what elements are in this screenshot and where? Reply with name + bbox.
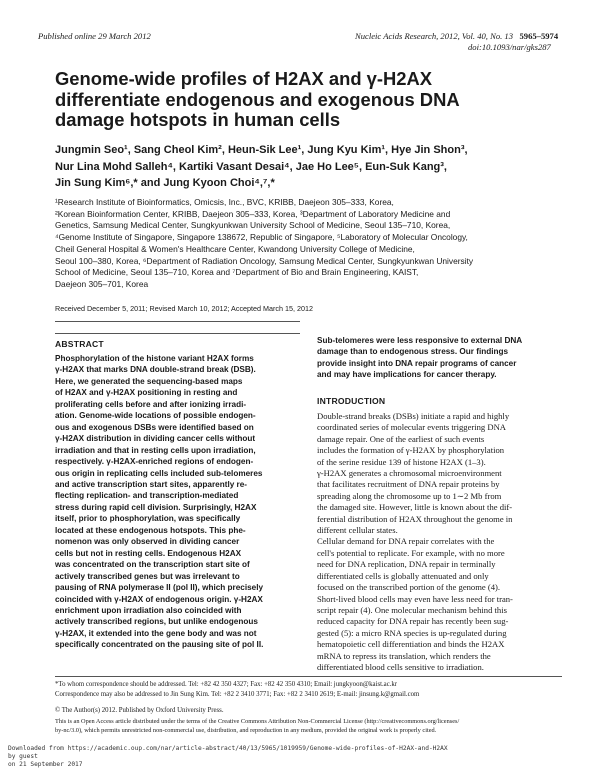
- license-text: This is an Open Access article distributed under the terms of the Creative Commons Attribution Non-Commercial License (http://creativecommons.org/licenses/: [55, 718, 460, 725]
- download-stamp: by guest: [8, 753, 38, 760]
- introduction-heading: INTRODUCTION: [317, 396, 386, 406]
- author-line: Jungmin Seo¹, Sang Cheol Kim², Heun-Sik Lee¹, Jung Kyu Kim¹, Hye Jin Shon³,: [55, 144, 468, 156]
- intro-line: mRNA to repress its translation, which renders the: [317, 650, 491, 661]
- abstract-line: stress during rapid cell division. Surprisingly, H2AX: [55, 502, 257, 512]
- intro-line: coordinated series of molecular events triggering DNA: [317, 422, 506, 433]
- intro-line: focused on the transcribed portion of the genome (4).: [317, 582, 501, 593]
- title-line: damage hotspots in human cells: [55, 109, 341, 130]
- footnote-divider: [55, 676, 562, 677]
- intro-line: Double-strand breaks (DSBs) initiate a rapid and highly: [317, 411, 510, 421]
- abstract-line: coincided with γ-H2AX of endogenous origin. γ-H2AX: [55, 594, 263, 604]
- author-list: [55, 142, 555, 192]
- license-text: by-nc/3.0), which permits unrestricted non-commercial use, distribution, and reproduction in any medium, provided the original work is properly cited.: [55, 727, 437, 734]
- page-range: 5965–5974: [519, 31, 559, 41]
- intro-line: Short-lived blood cells may even have less need for tran-: [317, 593, 513, 604]
- affiliation-line: Cheil General Hospital & Women's Healthcare Center, Kwandong University College of Medicine,: [55, 243, 415, 254]
- received-dates: Received December 5, 2011; Revised March 10, 2012; Accepted March 15, 2012: [55, 304, 313, 313]
- affiliation-line: Genetics, Samsung Medical Center, Sungkyunkwan University School of Medicine, Seoul 135–710, Korea,: [55, 220, 451, 231]
- intro-line: that facilitates recruitment of DNA repair proteins by: [317, 479, 500, 490]
- intro-line: spreading along the chromosome up to 1∼2 Mb from: [317, 490, 502, 501]
- abstract-body: [55, 353, 300, 651]
- abstract-line: and active transcription start sites, apparently re-: [55, 479, 248, 489]
- abstract-line: itself, prior to phosphorylation, was specifically: [55, 514, 241, 524]
- intro-line: need for DNA replication, DNA repair in terminally: [317, 559, 496, 570]
- author-line: Jin Sung Kim⁶,* and Jung Kyoon Choi⁴,⁷,*: [55, 177, 275, 190]
- abstract-line: specifically concentrated on the pausing site of pol II.: [55, 640, 264, 650]
- intro-line: cell's potential to replicate. For example, with no more: [317, 547, 505, 558]
- affiliations: [55, 197, 565, 291]
- abstract-line: Sub-telomeres were less responsive to external DNA: [317, 336, 523, 345]
- abstract-line: respectively. γ-H2AX-enriched regions of endogen-: [55, 457, 254, 467]
- abstract-line: actively transcribed regions, but unlike endogenous: [55, 617, 258, 627]
- abstract-line: flecting replication- and transcription-mediated: [55, 491, 239, 501]
- abstract-line: was concentrated on the transcription start site of: [55, 560, 250, 570]
- paper-title: [55, 69, 545, 131]
- intro-line: gested (5): a micro RNA species is up-regulated during: [317, 627, 507, 638]
- abstract-line: Here, we generated the sequencing-based maps: [55, 376, 243, 386]
- abstract-line: proliferating cells before and after ionizing irradi-: [55, 399, 247, 409]
- intro-line: damage repair. One of the earliest of such events: [317, 433, 485, 444]
- affiliation-line: School of Medicine, Seoul 135–710, Korea and ⁷Department of Bio and Brain Engineering, KAIST,: [55, 267, 419, 278]
- intro-line: γ-H2AX generates a chromosomal microenvironment: [317, 468, 502, 479]
- abstract-line: γ-H2AX distribution in dividing cancer cells without: [55, 434, 256, 444]
- correspondence-note-alt: Correspondence may also be addressed to Jin Sung Kim. Tel: +82 2 3410 3771; Fax: +82 2 3410 2619; E-mail: jinsung.k@gmail.com: [55, 691, 420, 698]
- abstract-line: actively transcribed genes but was irrelevant to: [55, 571, 240, 581]
- abstract-line: provide insight into DNA repair programs of cancer: [317, 358, 517, 368]
- divider: [55, 321, 300, 322]
- published-date: Published online 29 March 2012: [38, 31, 151, 41]
- abstract-line: and may have implications for cancer therapy.: [317, 370, 497, 380]
- intro-line: different cellular states.: [317, 525, 398, 536]
- title-line: differentiate endogenous and exogenous DNA: [55, 88, 460, 110]
- abstract-line: ation. Genome-wide locations of possible endogen-: [55, 411, 256, 421]
- abstract-line: pausing of RNA polymerase II (pol II), which precisely: [55, 583, 264, 593]
- download-stamp: on 21 September 2017: [8, 761, 83, 768]
- abstract-line: γ-H2AX, it extended into the gene body and was not: [55, 628, 257, 638]
- affiliation-line: Seoul 100–380, Korea, ⁶Department of Radiation Oncology, Samsung Medical Center, Sungkyunkwan University: [55, 255, 474, 266]
- intro-line: includes the formation of γ-H2AX by phosphorylation: [317, 445, 505, 456]
- journal-name: Nucleic Acids Research, 2012, Vol. 40, No. 13: [355, 31, 514, 41]
- intro-line: hematopoietic cell differentiation and binds the H2AX: [317, 639, 505, 650]
- abstract-line: located at these endogenous hotspots. This phe-: [55, 525, 246, 535]
- doi: doi:10.1093/nar/gks287: [468, 42, 551, 52]
- intro-line: script repair (4). One molecular mechanism behind this: [317, 604, 507, 615]
- abstract-line: cells but not in resting cells. Endogenous H2AX: [55, 548, 242, 558]
- intro-line: Cellular demand for DNA repair correlates with the: [317, 536, 495, 547]
- abstract-heading: ABSTRACT: [55, 339, 104, 349]
- introduction-body: [317, 411, 562, 673]
- title-line: Genome-wide profiles of H2AX and γ-H2AX: [55, 68, 433, 89]
- abstract-line: ous and exogenous DSBs were identified based on: [55, 422, 254, 432]
- abstract-line: Phosphorylation of the histone variant H2AX forms: [55, 354, 254, 363]
- abstract-continuation: [317, 335, 562, 381]
- abstract-line: irradiation and that in resting cells upon irradiation,: [55, 445, 256, 455]
- intro-line: ferential distribution of H2AX throughout the genome in: [317, 513, 513, 524]
- abstract-line: damage than to endogenous stress. Our findings: [317, 347, 509, 357]
- intro-line: differentiated blood cells sensitive to irradiation.: [317, 661, 484, 672]
- copyright-notice: © The Author(s) 2012. Published by Oxford University Press.: [55, 707, 224, 714]
- correspondence-note: *To whom correspondence should be addressed. Tel: +82 42 350 4327; Fax: +82 42 350 4310; Email: jungkyoon@kaist.ac.kr: [55, 681, 398, 688]
- abstract-line: ous origin in replicating cells included sub-telomeres: [55, 468, 263, 478]
- divider: [55, 333, 300, 334]
- abstract-line: nomenon was only observed in dividing cancer: [55, 537, 240, 547]
- author-line: Nur Lina Mohd Salleh⁴, Kartiki Vasant Desai⁴, Jae Ho Lee⁵, Eun-Suk Kang³,: [55, 160, 447, 173]
- intro-line: the damaged site. However, little is known about the dif-: [317, 502, 513, 513]
- intro-line: reduced capacity for DNA repair has recently been sug-: [317, 616, 509, 627]
- affiliation-line: Daejeon 305–701, Korea: [55, 278, 149, 289]
- journal-citation: [355, 31, 558, 41]
- intro-line: of the serine residue 139 of histone H2AX (1–3).: [317, 456, 486, 467]
- affiliation-line: ¹Research Institute of Bioinformatics, Omicsis, Inc., BVC, KRIBB, Daejeon 305–333, Korea,: [55, 197, 394, 207]
- abstract-line: enrichment upon irradiation also coincided with: [55, 605, 242, 615]
- affiliation-line: ²Korean Bioinformation Center, KRIBB, Daejeon 305–333, Korea, ³Department of Laboratory Medicine and: [55, 208, 451, 219]
- download-stamp: Downloaded from https://academic.oup.com/nar/article-abstract/40/13/5965/1019959/Genome-wide-profiles-of-H2AX-and-H2AX: [8, 745, 448, 752]
- affiliation-line: ⁴Genome Institute of Singapore, Singapore 138672, Republic of Singapore, ⁵Laboratory of Molecular Oncology,: [55, 232, 468, 243]
- intro-line: differentiated cells is globally attenuated and only: [317, 570, 489, 581]
- abstract-line: γ-H2AX that marks DNA double-strand break (DSB).: [55, 365, 256, 375]
- abstract-line: of H2AX and γ-H2AX positioning in resting and: [55, 388, 238, 398]
